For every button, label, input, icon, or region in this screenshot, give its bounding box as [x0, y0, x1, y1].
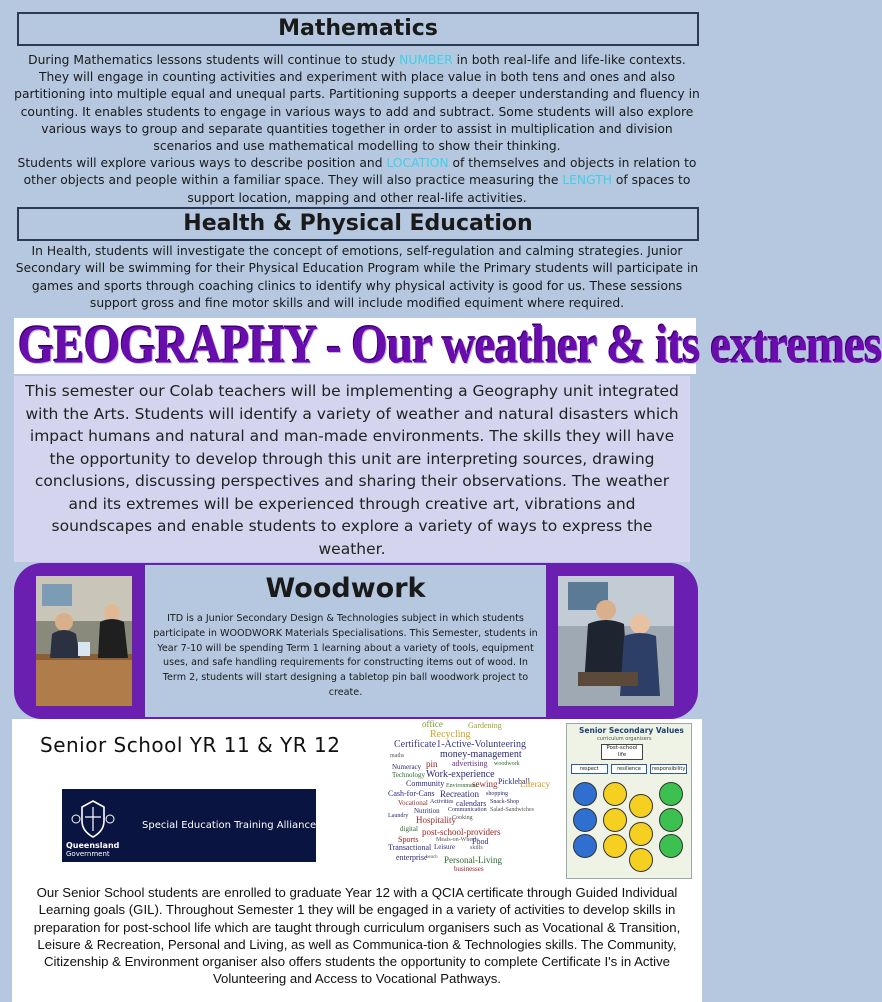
- word-cloud-term: Laundry: [388, 813, 409, 819]
- math-text: During Mathematics lessons students will continue to study: [28, 53, 400, 67]
- word-cloud-term: businesses: [454, 865, 484, 873]
- woodwork-photo-students-drilling: [36, 576, 132, 706]
- math-title: Mathematics: [278, 16, 438, 41]
- geography-body: This semester our Colab teachers will be implementing a Geography unit integrated with the Arts. Students will identify a variety of weather and natural disasters which impact humans and natural and man-made environments. The skills they will have the opportunity to develop through this unit are interpreting sources, drawing conclusions, discussing perspectives and sharing their observations. The weather and its extremes will be experienced through creative art, vibrations and soundscapes and enable students to explore a variety of ways to express the weather.: [25, 382, 679, 558]
- word-cloud-term: pin: [426, 759, 438, 769]
- math-text: in both real-life and life-like contexts. They will engage in counting activities and experiment with place value in both tens and ones and also partitioning into multiple equal and unequal parts. Partitioning supports a deeper understanding and fluency in counting. It enables students to engage in various ways to add and subtract. Some students will also explore various ways to group and separate quantities together in order to assist in multiplication and division scenarios and use mathematical modelling to show their thinking.: [14, 53, 700, 154]
- word-cloud-term: maths: [390, 753, 405, 759]
- word-cloud-term: Numeracy: [392, 763, 422, 771]
- value-dot: [629, 848, 653, 872]
- word-cloud-term: Gardening: [468, 721, 502, 730]
- value-dot: [573, 834, 597, 858]
- word-cloud-term: Hospitality: [416, 815, 456, 825]
- math-paragraph-1: [14, 52, 700, 155]
- value-pill-resilience: [611, 764, 648, 774]
- hpe-title-banner: [17, 207, 699, 241]
- woodwork-body: ITD is a Junior Secondary Design & Technologies subject in which students participate in WOODWORK Materials Specialisations. This Semester, students in Year 7-10 will be spending Term 1 learning about a variety of tools, equipment uses, and safe handling requirements for constructing items out of wood. In Term 2, students will start designing a tabletop pin ball woodwork project to create.: [153, 613, 538, 698]
- math-text: of spaces to support location, mapping and other real-life activities.: [187, 173, 691, 205]
- alliance-label: Special Education Training Alliance: [142, 820, 317, 831]
- woodwork-title: Woodwork: [265, 573, 426, 604]
- word-cloud-term: skills: [470, 845, 483, 851]
- word-cloud-term: beach: [426, 855, 438, 860]
- word-cloud-term: Technology: [392, 771, 425, 779]
- values-subtitle: curriculum organisers: [597, 736, 652, 742]
- word-cloud-term: Nutrition: [414, 807, 440, 815]
- word-cloud-term: Recycling: [430, 729, 471, 740]
- word-cloud-term: Community: [406, 779, 445, 788]
- keyword-length: LENGTH: [562, 173, 612, 188]
- value-pill-responsibility: [650, 764, 687, 774]
- word-cloud-term: Leisure: [434, 843, 455, 851]
- values-pill-row: [571, 764, 687, 774]
- value-pill-respect: [571, 764, 608, 774]
- word-cloud-term: calendars: [456, 799, 487, 808]
- word-cloud-term: Communication: [448, 807, 487, 813]
- senior-school-body: Our Senior School students are enrolled to graduate Year 12 with a QCIA certificate through Guided Individual Learning goals (GIL). Throughout Semester 1 they will be engaged in a variety of activities to develop skills in preparation for post-school life which are taught through curriculum organisers such as Vocational & Transition, Leisure & Recreation, Personal and Living, as well as Communica-tion & Technologies skills. The Community, Citizenship & Environment organiser also offers students the opportunity to complete Certificate I's in Active Volunteering and Access to Vocational Pathways.: [33, 885, 681, 987]
- value-dot: [573, 782, 597, 806]
- word-cloud-term: Recreation: [440, 789, 479, 799]
- word-cloud-term: Cash-for-Cans: [388, 789, 435, 798]
- word-cloud-term: advertising: [452, 759, 488, 768]
- word-cloud-term: post-school-providers: [422, 827, 501, 837]
- word-cloud-term: Pickleball: [498, 777, 530, 786]
- hpe-body: In Health, students will investigate the concept of emotions, self-regulation and calming strategies. Junior Secondary will be swimming for their Physical Education Program while the Primary students will participate in games and sports through coaching clinics to identify why physical activity is good for us. These sessions support gross and fine motor skills and will include modified equiment where required.: [15, 244, 699, 310]
- word-cloud-term: Cooking: [452, 815, 473, 821]
- woodwork-photo-teacher-student: [558, 576, 674, 706]
- word-cloud-term: Activities: [430, 799, 454, 805]
- value-dot: [659, 782, 683, 806]
- word-cloud-term: Environment: [446, 783, 478, 789]
- woodwork-panel: [145, 565, 546, 717]
- word-cloud-term: Certificate1-Active-Volunteering: [394, 739, 526, 750]
- math-paragraph-2: [14, 155, 700, 207]
- value-dot: [603, 834, 627, 858]
- values-center-box: [601, 744, 643, 760]
- value-dot: [659, 808, 683, 832]
- government-label: Government: [66, 850, 110, 858]
- word-cloud-term: Transactional: [388, 843, 432, 852]
- math-body: [14, 52, 700, 207]
- queensland-crest-icon: [70, 797, 116, 841]
- word-cloud-term: Literacy: [520, 779, 550, 789]
- value-dot: [603, 782, 627, 806]
- skills-word-cloud: [386, 719, 556, 873]
- word-cloud-term: office: [422, 719, 443, 729]
- word-cloud-term: Vocational: [398, 799, 428, 807]
- value-dot: [573, 808, 597, 832]
- word-cloud-term: Sports: [398, 835, 419, 844]
- senior-values-chart: [566, 723, 692, 879]
- math-text: Students will explore various ways to describe position and: [17, 156, 387, 171]
- keyword-location: LOCATION: [386, 156, 449, 171]
- value-pill-label: responsibility: [652, 766, 686, 772]
- geography-title-box: [14, 315, 882, 375]
- senior-school-heading: Senior School YR 11 & YR 12: [40, 733, 341, 757]
- math-text: of themselves and objects in relation to other objects and people within a familiar space. They will also practice measuring the: [23, 156, 697, 188]
- value-dot: [629, 794, 653, 818]
- values-title: Senior Secondary Values: [579, 726, 684, 735]
- value-dot: [629, 822, 653, 846]
- word-cloud-term: Food: [472, 837, 489, 846]
- word-cloud-term: Work-experience: [426, 769, 495, 780]
- word-cloud-term: digital: [400, 825, 418, 833]
- geography-title: GEOGRAPHY - Our weather & its extremes: [18, 315, 882, 375]
- word-cloud-term: Personal-Living: [444, 855, 502, 865]
- word-cloud-term: money-management: [440, 749, 522, 760]
- values-center-label: Post-school life: [606, 745, 638, 758]
- value-dot: [659, 834, 683, 858]
- word-cloud-term: Snack-Shop: [490, 799, 519, 805]
- keyword-number: NUMBER: [399, 53, 453, 67]
- geography-box: [14, 376, 690, 562]
- value-pill-label: resilience: [617, 766, 641, 772]
- seta-logo-banner: [62, 789, 316, 862]
- word-cloud-term: sewing: [472, 779, 498, 789]
- woodwork-photo-2-illustration: [558, 576, 674, 706]
- word-cloud-term: Salad-Sandwiches: [490, 807, 534, 813]
- value-pill-label: respect: [580, 766, 599, 772]
- word-cloud-term: shopping: [486, 791, 509, 797]
- woodwork-photo-1-illustration: [36, 576, 132, 706]
- value-dot: [603, 808, 627, 832]
- word-cloud-term: woodwork: [494, 761, 520, 767]
- hpe-title: Health & Physical Education: [183, 211, 533, 236]
- word-cloud-term: Meals-on-Wheels: [436, 837, 479, 843]
- word-cloud-term: enterprise: [396, 853, 428, 862]
- math-title-banner: [17, 12, 699, 46]
- queensland-label: Queensland: [66, 841, 120, 850]
